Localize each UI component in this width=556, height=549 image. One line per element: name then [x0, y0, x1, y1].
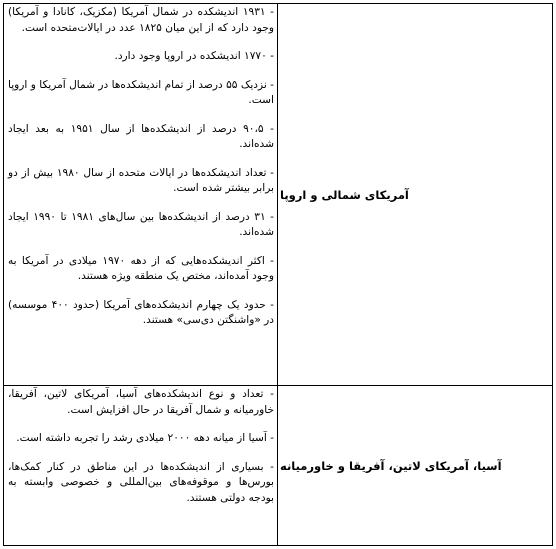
column-divider — [277, 4, 278, 385]
table-row-asia-latam-africa-mideast — [4, 386, 552, 545]
region-label: آمریکای شمالی و اروپا — [280, 187, 409, 202]
column-divider — [277, 386, 278, 545]
list-item: - ۱۷۷۰ اندیشکده در اروپا وجود دارد. — [114, 50, 274, 62]
comparison-table — [3, 3, 553, 546]
region-cell — [280, 386, 548, 545]
region-label: آسیا، آمریکای لاتین، آفریقا و خاورمیانه — [280, 458, 502, 473]
list-item: - ۳۱ درصد از اندیشکده‌ها بین سال‌های ۱۹۸۱ تا ۱۹۹۰ ایجاد شده‌اند. — [8, 210, 274, 238]
region-cell — [280, 4, 548, 385]
list-item: - ۹۰،۵ درصد از اندیشکده‌ها از سال ۱۹۵۱ به بعد ایجاد شده‌اند. — [8, 122, 274, 150]
list-item: - تعداد و نوع اندیشکده‌های آسیا، آمریکای لاتین، آفریقا، خاورمیانه و شمال آفریقا در حال افزایش است. — [8, 388, 274, 416]
list-item: - تعداد اندیشکده‌ها در ایالات متحده از سال ۱۹۸۰ بیش از دو برابر بیشتر شده است. — [8, 166, 274, 194]
list-item: - حدود یک چهارم اندیشکده‌های آمریکا (حدود ۴۰۰ موسسه) در «واشنگتن دی‌سی» هستند. — [8, 298, 275, 326]
list-item: - نزدیک ۵۵ درصد از تمام اندیشکده‌ها در شمال آمریکا و اروپا است. — [8, 78, 274, 106]
list-item: - ۱۹۳۱ اندیشکده در شمال آمریکا (مکزیک، کانادا و آمریکا) وجود دارد که از این میان ۱۸۲۵ عدد در ایالات‌متحده است. — [8, 6, 274, 34]
list-item: - اکثر اندیشکده‌هایی که از دهه ۱۹۷۰ میلادی در آمریکا به وجود آمده‌اند، مختص یک منطقه ویژه هستند. — [8, 254, 274, 282]
details-cell — [8, 387, 274, 545]
details-cell — [8, 5, 274, 385]
list-item: - آسیا از میانه دهه ۲۰۰۰ میلادی رشد را تجربه داشته است. — [16, 432, 274, 444]
table-row-north-america-europe — [4, 4, 552, 386]
list-item: - بسیاری از اندیشکده‌ها در این مناطق در کنار کمک‌ها، بورس‌ها و موقوفه‌های بین‌المللی و خصوصی وابسته به بودجه دولتی هستند. — [8, 460, 274, 504]
